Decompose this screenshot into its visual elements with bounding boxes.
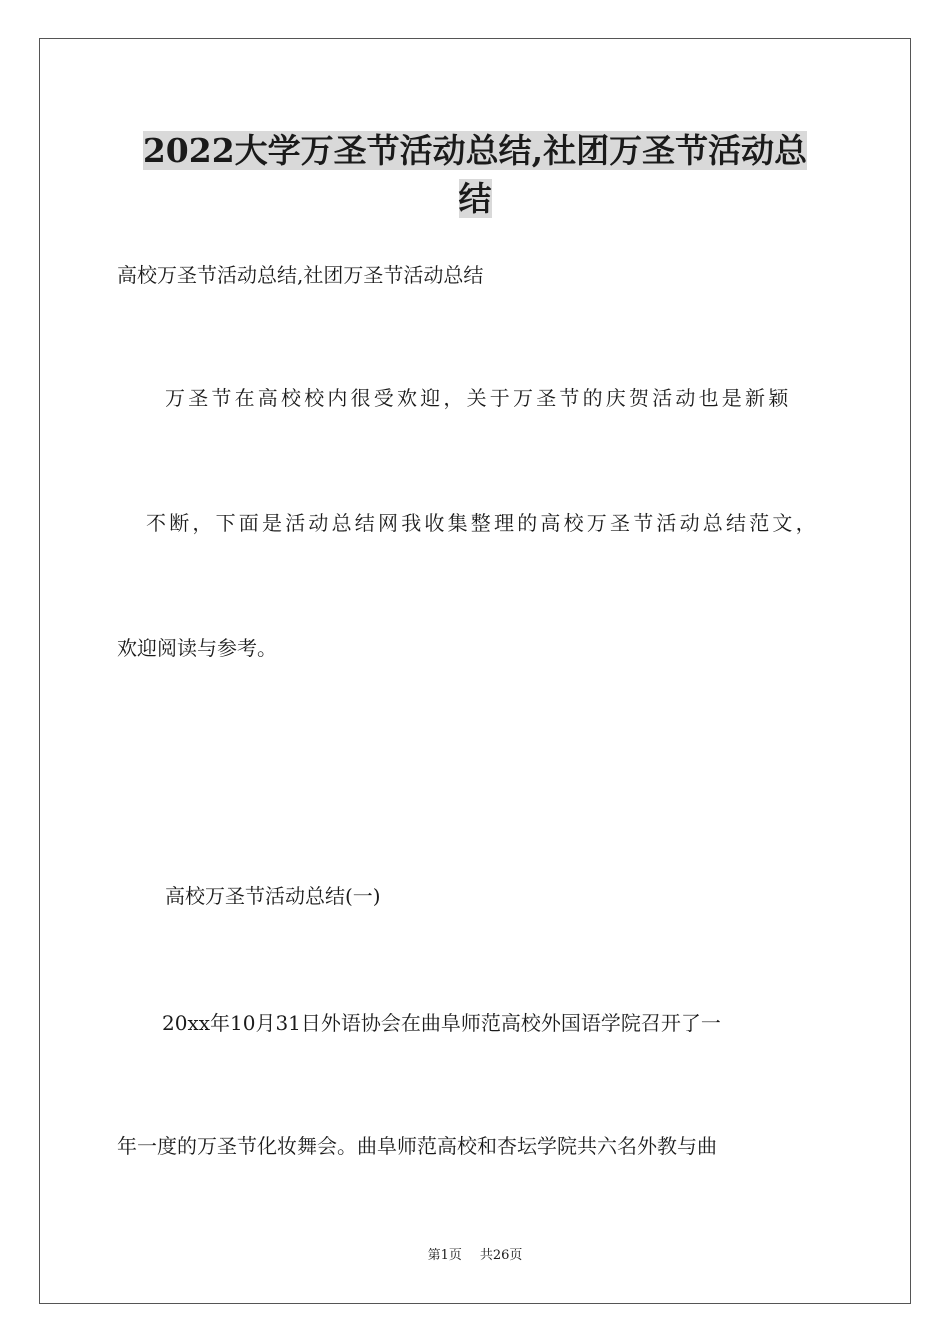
- title-highlight-1: 2022大学万圣节活动总结,社团万圣节活动总: [142, 131, 808, 170]
- document-title-line-1: [0, 128, 950, 174]
- intro-paragraph-line-1: 万圣节在高校校内很受欢迎，关于万圣节的庆贺活动也是新颖: [165, 386, 792, 410]
- total-pages: 共26页: [479, 1248, 523, 1263]
- page-border: [39, 38, 911, 1304]
- subtitle-line: 高校万圣节活动总结,社团万圣节活动总结: [117, 263, 484, 287]
- page-footer: [0, 1247, 950, 1265]
- intro-paragraph-line-2: 不断，下面是活动总结网我收集整理的高校万圣节活动总结范文，: [146, 511, 819, 535]
- section-heading: 高校万圣节活动总结(一): [165, 884, 381, 908]
- body-paragraph-line-1: 20xx年10月31日外语协会在曲阜师范高校外国语学院召开了一: [162, 1011, 721, 1035]
- title-highlight-2: 结: [458, 179, 492, 218]
- page-number: 第1页: [427, 1248, 462, 1263]
- document-title-line-2: [0, 176, 950, 222]
- body-paragraph-line-2: 年一度的万圣节化妆舞会。曲阜师范高校和杏坛学院共六名外教与曲: [117, 1134, 717, 1158]
- intro-paragraph-line-3: 欢迎阅读与参考。: [117, 636, 277, 660]
